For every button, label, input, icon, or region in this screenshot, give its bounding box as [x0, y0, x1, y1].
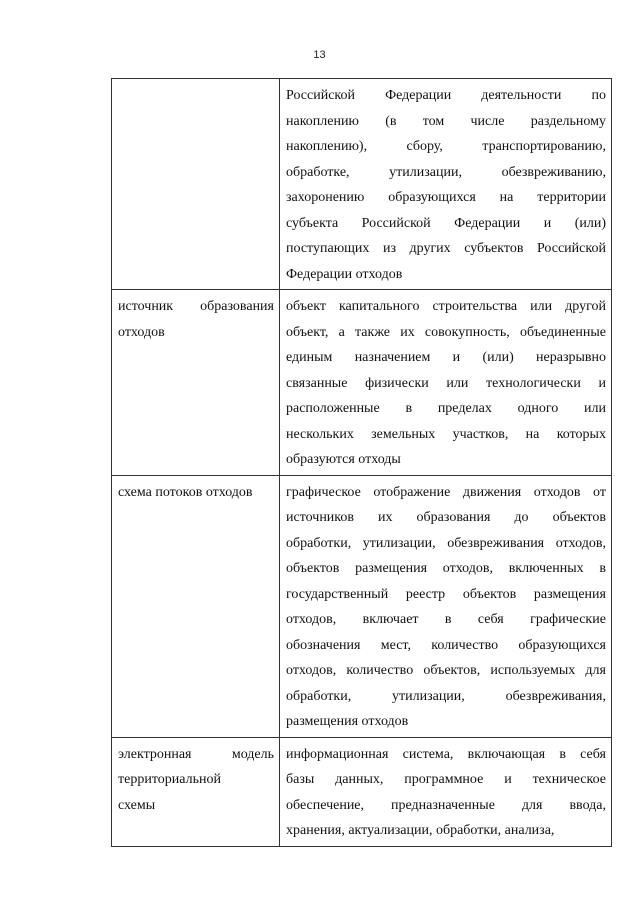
word: одного — [517, 401, 559, 416]
word: и — [598, 375, 606, 391]
word: раздельному — [530, 113, 606, 129]
definition-row — [112, 737, 612, 846]
word: субъекта — [286, 215, 339, 231]
text-line — [286, 556, 606, 582]
word: объект, — [286, 324, 329, 340]
text-line: отходов — [118, 324, 165, 340]
word: или — [446, 375, 469, 391]
text-line — [286, 371, 606, 397]
word: реестр — [405, 586, 446, 602]
word: обработке, — [286, 164, 350, 180]
word: другой — [565, 299, 606, 314]
text-line — [286, 767, 606, 793]
word: том — [422, 113, 445, 129]
word: мест, — [380, 637, 411, 653]
text-line — [118, 294, 274, 320]
term-cell — [112, 79, 280, 290]
word: предназначенные — [391, 797, 495, 813]
word: капитального — [338, 299, 420, 314]
text-line — [286, 633, 606, 659]
word: или — [583, 401, 606, 416]
word: техническое — [532, 772, 606, 787]
text-line — [286, 658, 606, 684]
text-line: размещения отходов — [286, 714, 409, 729]
word: ввода, — [569, 797, 606, 813]
word: объектов — [286, 561, 340, 576]
definition-cell — [280, 290, 612, 476]
word: от — [593, 484, 606, 500]
word: других — [409, 241, 451, 256]
word: базы — [286, 772, 315, 787]
word: обработки, — [286, 535, 352, 551]
word: пределах — [437, 401, 492, 416]
word: их — [400, 324, 415, 340]
text-line — [286, 185, 606, 211]
word: в — [444, 612, 452, 627]
word: отображение — [373, 484, 451, 500]
text-line — [286, 531, 606, 557]
word: образующихся — [388, 190, 476, 205]
text-line — [286, 320, 606, 346]
word: накоплению), — [286, 139, 368, 154]
text-line — [286, 160, 606, 186]
word: их — [378, 510, 393, 525]
word: физически — [365, 375, 429, 391]
word: объектов — [462, 586, 517, 602]
definitions-table — [111, 78, 612, 847]
word: транспортированию, — [482, 139, 606, 154]
word: и — [543, 215, 552, 231]
word: деятельности — [481, 88, 562, 103]
word: количество — [346, 663, 414, 678]
text-line — [286, 607, 606, 633]
word: на — [499, 190, 514, 205]
word: себя — [580, 746, 606, 762]
word: назначением — [354, 350, 431, 365]
word: информационная — [286, 746, 389, 762]
word: захоронению — [286, 190, 365, 205]
word: обработки, — [286, 688, 352, 704]
word: утилизации, — [362, 535, 436, 551]
term-cell — [112, 737, 280, 846]
text-line — [286, 345, 606, 371]
word: а — [338, 324, 345, 340]
word: программное — [404, 772, 484, 787]
term-cell — [112, 475, 280, 737]
word: Федерации — [385, 88, 452, 103]
text-line — [286, 83, 606, 109]
word: субъектов — [464, 241, 524, 256]
word: Российской — [361, 215, 431, 231]
definition-row — [112, 290, 612, 476]
text-line — [286, 294, 606, 320]
word: и — [452, 350, 461, 365]
word: в — [559, 746, 566, 762]
word: земельных — [371, 426, 436, 442]
text-line — [286, 684, 606, 710]
word: для — [585, 663, 606, 678]
word: числе — [470, 113, 505, 129]
text-line: образуются отходы — [286, 452, 401, 467]
word: отходов, — [286, 663, 337, 678]
word: которых — [556, 426, 606, 442]
word: включает — [362, 612, 419, 627]
text-line — [286, 480, 606, 506]
word: размещения — [355, 561, 428, 576]
word: территории — [537, 190, 606, 205]
word: источник — [118, 299, 174, 314]
word: объектов — [552, 510, 606, 525]
word: объединенные — [519, 324, 606, 340]
word: также — [355, 324, 391, 340]
word: (в — [385, 113, 397, 129]
word: нескольких — [286, 426, 354, 442]
word: расположенные — [286, 401, 380, 416]
text-line — [286, 211, 606, 237]
word: для — [521, 797, 543, 813]
word: в — [599, 561, 606, 576]
word: Российской — [536, 241, 606, 256]
word: данных, — [335, 772, 384, 787]
word: графическое — [286, 484, 361, 500]
word: утилизации, — [389, 164, 462, 180]
word: обезвреживания, — [505, 688, 606, 704]
text-line — [286, 236, 606, 262]
term-cell — [112, 290, 280, 476]
word: отходов, — [442, 561, 494, 576]
word: строительства — [432, 299, 518, 314]
word: единым — [286, 350, 333, 365]
word: обезвреживания — [447, 535, 545, 551]
word: образования — [200, 299, 274, 314]
text-line — [286, 582, 606, 608]
word: из — [382, 241, 396, 256]
word: связанные — [286, 375, 348, 391]
text-line — [286, 396, 606, 422]
definition-row — [112, 79, 612, 290]
text-line — [286, 505, 606, 531]
word: до — [514, 510, 529, 525]
definitions-table-body — [112, 79, 612, 847]
word: себя — [477, 612, 504, 627]
word: на — [525, 426, 540, 442]
word: обезвреживанию, — [501, 164, 606, 180]
text-line — [286, 109, 606, 135]
word: объект — [286, 299, 326, 314]
word: система, — [402, 746, 454, 762]
word: и — [504, 772, 512, 787]
word: используемых — [490, 663, 576, 678]
word: обеспечение, — [286, 797, 365, 813]
word: накоплению — [286, 113, 359, 129]
text-line: территориальной — [118, 772, 221, 787]
definition-cell — [280, 79, 612, 290]
word: сбору, — [406, 139, 443, 154]
word: государственный — [286, 586, 389, 602]
word: по — [591, 88, 606, 103]
word: образования — [416, 510, 491, 525]
word: включающая — [467, 746, 546, 762]
word: неразрывно — [536, 350, 606, 365]
word: движения — [462, 484, 522, 500]
text-line: хранения, актуализации, обработки, анализа, — [286, 823, 555, 838]
word: (или) — [574, 215, 606, 231]
definition-row — [112, 475, 612, 737]
word: объектов, — [423, 663, 481, 678]
word: Российской — [286, 88, 355, 103]
definition-cell — [280, 475, 612, 737]
text-line — [286, 793, 606, 819]
word: или — [530, 299, 553, 314]
word: включенных — [508, 561, 584, 576]
text-line — [118, 742, 274, 768]
word: поступающих — [286, 241, 370, 256]
text-line — [286, 742, 606, 768]
word: размещения — [533, 586, 606, 602]
word: графические — [530, 612, 606, 627]
word: количество — [431, 637, 499, 653]
text-line: схемы — [118, 797, 156, 813]
word: технологически — [486, 375, 581, 391]
definition-cell — [280, 737, 612, 846]
word: Федерации — [454, 215, 521, 231]
word: отходов, — [286, 612, 337, 627]
text-line — [286, 422, 606, 448]
word: модель — [231, 746, 274, 762]
word: утилизации, — [391, 688, 465, 704]
word: совокупность, — [424, 324, 510, 340]
word: образующихся — [518, 637, 606, 653]
text-line — [286, 134, 606, 160]
page-number: 13 — [313, 49, 326, 61]
word: обозначения — [286, 637, 361, 653]
word: (или) — [482, 350, 514, 365]
text-line: Федерации отходов — [286, 266, 403, 282]
word: участков, — [452, 426, 509, 442]
text-line: схема потоков отходов — [118, 484, 253, 500]
word: в — [405, 401, 413, 416]
word: отходов — [533, 484, 581, 500]
word: источников — [286, 510, 355, 525]
word: отходов, — [555, 535, 606, 551]
word: электронная — [118, 746, 192, 762]
